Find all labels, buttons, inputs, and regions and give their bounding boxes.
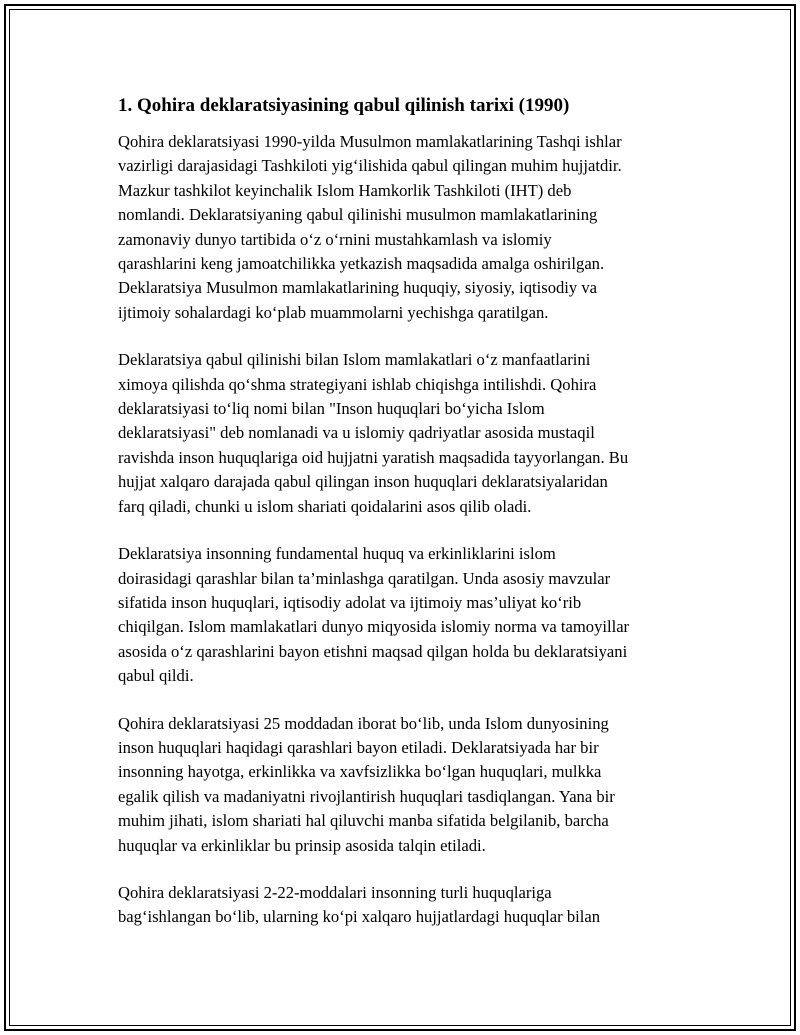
paragraph-line: Deklaratsiya qabul qilinishi bilan Islom mamlakatlari o‘z manfaatlarini	[118, 350, 591, 370]
paragraph-line: hujjat xalqaro darajada qabul qilingan inson huquqlari deklaratsiyalaridan	[118, 472, 608, 492]
paragraph-line: zamonaviy dunyo tartibida o‘z o‘rnini mustahkamlash va islomiy	[118, 229, 552, 249]
paragraph-line: nomlandi. Deklaratsiyaning qabul qilinishi musulmon mamlakatlarining	[118, 205, 598, 225]
paragraph-line: doirasidagi qarashlar bilan ta’minlashga qaratilgan. Unda asosiy mavzular	[118, 568, 611, 588]
paragraph-line: chiqilgan. Islom mamlakatlari dunyo miqyosida islomiy norma va tamoyillar	[118, 617, 630, 637]
paragraph-4	[118, 712, 684, 858]
paragraph-line: Qohira deklaratsiyasi 1990-yilda Musulmon mamlakatlarining Tashqi ishlar	[118, 132, 622, 151]
paragraph-line: Qohira deklaratsiyasi 25 moddadan iborat bo‘lib, unda Islom dunyosining	[118, 713, 609, 733]
paragraph-line: ravishda inson huquqlariga oid hujjatni yaratish maqsadida tayyorlangan. Bu	[118, 447, 629, 467]
paragraph-1	[118, 130, 684, 325]
paragraph-line: insonning hayotga, erkinlikka va xavfsizlikka bo‘lgan huquqlari, mulkka	[118, 762, 602, 782]
paragraph-2	[118, 348, 684, 519]
paragraph-line: egalik qilish va madaniyatni rivojlantirish huquqlari tasdiqlangan. Yana bir	[118, 786, 615, 806]
paragraph-3	[118, 542, 684, 688]
paragraph-line: Deklaratsiya insonning fundamental huquq va erkinliklarini islom	[118, 544, 556, 564]
paragraph-line: Qohira deklaratsiyasi 2-22-moddalari insonning turli huquqlariga	[118, 882, 552, 902]
paragraph-line: ijtimoiy sohalardagi ko‘plab muammolarni yechishga qaratilgan.	[118, 302, 549, 322]
paragraph-line: Deklaratsiya Musulmon mamlakatlarining huquqiy, siyosiy, iqtisodiy va	[118, 278, 598, 298]
paragraph-line: ximoya qilishda qo‘shma strategiyani ishlab chiqishga intilishdi. Qohira	[118, 374, 597, 394]
paragraph-line: farq qiladi, chunki u islom shariati qoidalarini asos qilib oladi.	[118, 496, 532, 516]
paragraph-line: deklaratsiyasi to‘liq nomi bilan "Inson huquqlari bo‘yicha Islom	[118, 399, 545, 419]
paragraph-line: qarashlarini keng jamoatchilikka yetkazish maqsadida amalga oshirilgan.	[118, 254, 605, 274]
paragraph-line: Mazkur tashkilot keyinchalik Islom Hamkorlik Tashkiloti (IHT) deb	[118, 180, 572, 200]
paragraph-line: deklaratsiyasi" deb nomlanadi va u islomiy qadriyatlar asosida mustaqil	[118, 423, 595, 443]
paragraph-line: muhim jihati, islom shariati hal qiluvchi manba sifatida belgilanib, barcha	[118, 811, 609, 831]
paragraph-line: sifatida inson huquqlari, iqtisodiy adolat va ijtimoiy mas’uliyat ko‘rib	[118, 592, 582, 612]
paragraph-line: inson huquqlari haqidagi qarashlari bayon etiladi. Deklaratsiyada har bir	[118, 737, 599, 757]
paragraph-line: vazirligi darajasidagi Tashkiloti yig‘ilishida qabul qilingan muhim hujjatdir.	[118, 156, 622, 176]
paragraph-line: asosida o‘z qarashlarini bayon etishni maqsad qilgan holda bu deklaratsiyani	[118, 641, 628, 661]
document-body	[118, 94, 684, 953]
paragraph-line: huquqlar va erkinliklar bu prinsip asosida talqin etiladi.	[118, 835, 486, 855]
paragraph-line: qabul qildi.	[118, 666, 194, 686]
section-heading: 1. Qohira deklaratsiyasining qabul qilinish tarixi (1990)	[118, 95, 570, 116]
paragraph-5	[118, 881, 684, 930]
paragraph-line: bag‘ishlangan bo‘lib, ularning ko‘pi xalqaro hujjatlardagi huquqlar bilan	[118, 907, 601, 927]
